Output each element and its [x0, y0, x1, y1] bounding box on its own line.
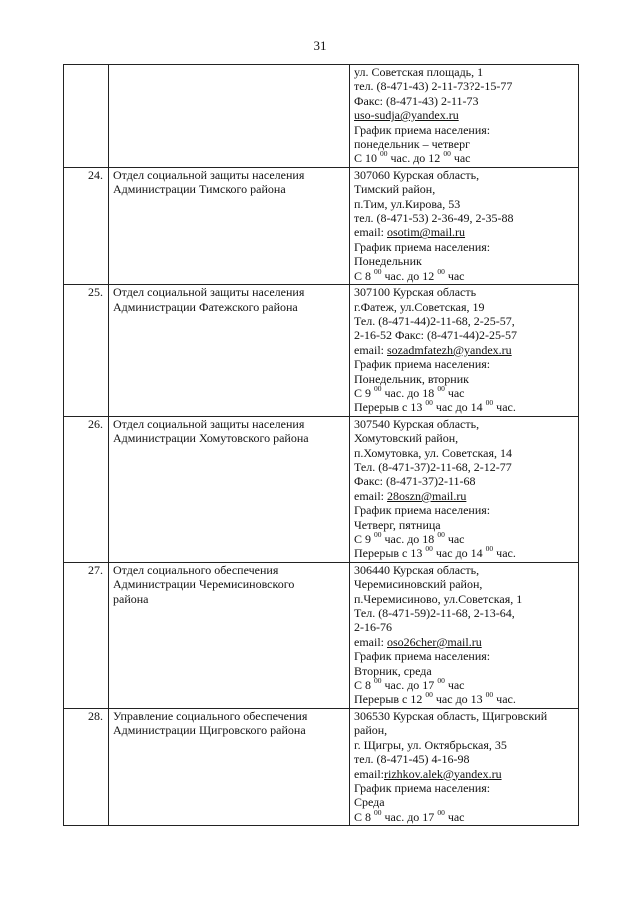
time-minutes-superscript: 00	[380, 149, 388, 159]
contact-info-line: тел. (8-471-43) 2-11-73?2-15-77	[354, 79, 513, 94]
contacts-table-body	[64, 65, 579, 826]
time-text: час до 14	[432, 546, 486, 561]
organization-name-line: Администрации Хомутовского района	[113, 431, 309, 446]
time-minutes-superscript: 00	[374, 676, 382, 686]
time-text: час. до 18	[381, 532, 438, 546]
organization-name-line: Отдел социальной защиты населения	[113, 167, 305, 182]
email-line	[354, 225, 575, 239]
organization-name-line: района	[113, 591, 149, 606]
contact-info-cell	[350, 65, 579, 168]
time-minutes-superscript: 00	[485, 544, 494, 554]
time-minutes-superscript: 00	[425, 690, 433, 700]
time-minutes-superscript: 00	[374, 383, 382, 393]
time-minutes-superscript: 00	[437, 266, 445, 276]
organization-cell	[109, 65, 350, 168]
contact-info-line: Тел. (8-471-59)2-11-68, 2-13-64,	[354, 606, 515, 621]
time-text: час. до 17	[381, 809, 438, 824]
schedule-time-line	[354, 546, 575, 560]
organization-name-line: Отдел социальной защиты населения	[113, 285, 305, 300]
contact-info-line: График приема населения:	[354, 503, 491, 518]
schedule-time-line	[354, 151, 575, 165]
contact-info-line: График приема населения:	[354, 649, 491, 664]
contact-info-cell	[350, 167, 579, 284]
time-text: час до 13	[432, 692, 486, 707]
organization-cell	[109, 285, 350, 417]
time-text: час	[450, 151, 471, 166]
organization-cell	[109, 167, 350, 284]
time-text: С 8	[354, 678, 375, 693]
contact-info-line: тел. (8-471-53) 2-36-49, 2-35-88	[354, 211, 514, 226]
organization-cell	[109, 416, 350, 562]
time-minutes-superscript: 00	[425, 398, 433, 408]
contact-info-line: район,	[354, 723, 388, 738]
schedule-time-line	[354, 692, 575, 706]
table-row	[64, 708, 579, 825]
time-text: С 8	[354, 809, 375, 824]
time-minutes-superscript: 00	[485, 690, 494, 700]
email-prefix: email:	[354, 342, 387, 357]
contact-info-line: 2-16-52 Факс: (8-471-44)2-25-57	[354, 328, 517, 343]
time-minutes-superscript: 00	[437, 530, 445, 539]
contact-info-line: понедельник – четверг	[354, 137, 471, 152]
time-text: час	[444, 532, 465, 546]
contact-info-line: п.Тим, ул.Кирова, 53	[354, 196, 461, 211]
email-link[interactable]: 28oszn@mail.ru	[387, 488, 467, 503]
time-minutes-superscript: 00	[374, 807, 382, 817]
page-number: 31	[313, 38, 327, 53]
email-line	[354, 108, 575, 122]
contact-info-line: Тел. (8-471-37)2-11-68, 2-12-77	[354, 459, 512, 474]
email-link[interactable]: sozadmfatezh@yandex.ru	[387, 342, 512, 357]
row-number: 25.	[64, 285, 109, 417]
contact-info-line: График приема населения:	[354, 239, 491, 254]
contact-info-line: г. Щигры, ул. Октябрьская, 35	[354, 737, 507, 752]
time-text: час	[444, 678, 465, 693]
time-text: час	[444, 268, 465, 283]
organization-name-line: Отдел социальной защиты населения	[113, 416, 305, 431]
contact-info-line: Хомутовский район,	[354, 431, 459, 446]
time-minutes-superscript: 00	[437, 676, 445, 686]
contact-info-line: Тимский район,	[354, 182, 436, 197]
time-minutes-superscript: 00	[437, 807, 445, 817]
time-text: час.	[493, 400, 516, 415]
contact-info-cell	[350, 708, 579, 825]
contact-info-line: ул. Советская площадь, 1	[354, 65, 484, 79]
organization-name-line: Администрации Черемисиновского	[113, 577, 295, 592]
time-minutes-superscript: 00	[437, 383, 445, 393]
contact-info-line: Вторник, среда	[354, 663, 432, 678]
contact-info-line: График приема населения:	[354, 780, 491, 795]
time-text: С 8	[354, 268, 375, 283]
row-number: 28.	[64, 708, 109, 825]
time-text: час. до 12	[387, 151, 444, 166]
contact-info-line: 307060 Курская область,	[354, 167, 480, 182]
organization-cell	[109, 708, 350, 825]
contact-info-line: 307540 Курская область,	[354, 416, 480, 431]
table-row	[64, 285, 579, 417]
organization-name-line: Администрации Щигровского района	[113, 723, 306, 738]
time-text: час. до 17	[381, 678, 438, 693]
time-text: С 9	[354, 532, 375, 546]
time-text: час. до 18	[381, 385, 438, 400]
email-prefix: email:	[354, 634, 387, 649]
time-text: С 10	[354, 151, 381, 166]
contact-info-line: п.Хомутовка, ул. Советская, 14	[354, 445, 513, 460]
schedule-time-line	[354, 266, 575, 283]
contact-info-line: Тел. (8-471-44)2-11-68, 2-25-57,	[354, 313, 515, 328]
email-link[interactable]: rizhkov.alek@yandex.ru	[384, 766, 502, 781]
contact-info-line: г.Фатеж, ул.Советская, 19	[354, 299, 485, 314]
contact-info-line: Факс: (8-471-37)2-11-68	[354, 474, 476, 489]
row-number	[64, 65, 109, 168]
organization-name-line: Администрации Фатежского района	[113, 299, 298, 314]
time-text: час.	[493, 692, 516, 707]
organization-name-line: Отдел социального обеспечения	[113, 562, 279, 577]
schedule-time-line	[354, 532, 575, 546]
email-link[interactable]: osotim@mail.ru	[387, 225, 466, 240]
email-link[interactable]: uso-sudja@yandex.ru	[354, 108, 459, 123]
table-row	[64, 416, 579, 562]
contact-info-cell	[350, 416, 579, 562]
time-text: час	[444, 809, 465, 824]
contact-info-line: п.Черемисиново, ул.Советская, 1	[354, 591, 523, 606]
contact-info-line: Понедельник	[354, 254, 422, 269]
time-text: час.	[493, 546, 516, 561]
contact-info-line: График приема населения:	[354, 122, 491, 137]
email-line	[354, 635, 575, 649]
table-row	[64, 65, 579, 168]
schedule-time-line	[354, 678, 575, 692]
time-minutes-superscript: 00	[374, 530, 382, 539]
row-number: 26.	[64, 416, 109, 562]
email-line	[354, 767, 575, 781]
schedule-time-line	[354, 400, 575, 414]
row-number: 24.	[64, 167, 109, 284]
email-prefix: email:	[354, 766, 384, 781]
contacts-table	[63, 64, 579, 826]
contact-info-line: График приема населения:	[354, 357, 491, 372]
contact-info-line: Факс: (8-471-43) 2-11-73	[354, 93, 479, 108]
time-text: Перерыв с 13	[354, 400, 426, 415]
contact-info-line: Среда	[354, 795, 385, 810]
email-line	[354, 489, 575, 503]
contact-info-line: 2-16-76	[354, 620, 392, 635]
time-text: Перерыв с 12	[354, 692, 426, 707]
schedule-time-line	[354, 383, 575, 400]
contact-info-line: тел. (8-471-45) 4-16-98	[354, 752, 470, 767]
time-text: час до 14	[432, 400, 486, 415]
contact-info-line: Черемисиновский район,	[354, 577, 483, 592]
time-minutes-superscript: 00	[443, 149, 451, 159]
organization-name-line: Управление социального обеспечения	[113, 708, 308, 723]
row-number: 27.	[64, 562, 109, 708]
time-minutes-superscript: 00	[425, 544, 433, 554]
email-prefix: email:	[354, 488, 387, 503]
table-row	[64, 167, 579, 284]
time-minutes-superscript: 00	[485, 398, 494, 408]
contact-info-cell	[350, 285, 579, 417]
time-text: час. до 12	[381, 268, 438, 283]
time-minutes-superscript: 00	[374, 266, 382, 276]
contact-info-cell	[350, 562, 579, 708]
time-text: С 9	[354, 385, 375, 400]
schedule-time-line	[354, 807, 575, 824]
email-prefix: email:	[354, 225, 387, 240]
organization-cell	[109, 562, 350, 708]
time-text: час	[444, 385, 465, 400]
contact-info-line: 307100 Курская область	[354, 285, 477, 300]
time-text: Перерыв с 13	[354, 546, 426, 561]
organization-name-line: Администрации Тимского района	[113, 182, 286, 197]
email-link[interactable]: oso26cher@mail.ru	[387, 634, 482, 649]
contact-info-line: Понедельник, вторник	[354, 371, 469, 386]
contact-info-line: 306440 Курская область,	[354, 562, 480, 577]
email-line	[354, 343, 575, 357]
contact-info-line: Четверг, пятница	[354, 517, 441, 532]
contact-info-line: 306530 Курская область, Щигровский	[354, 708, 548, 723]
table-row	[64, 562, 579, 708]
